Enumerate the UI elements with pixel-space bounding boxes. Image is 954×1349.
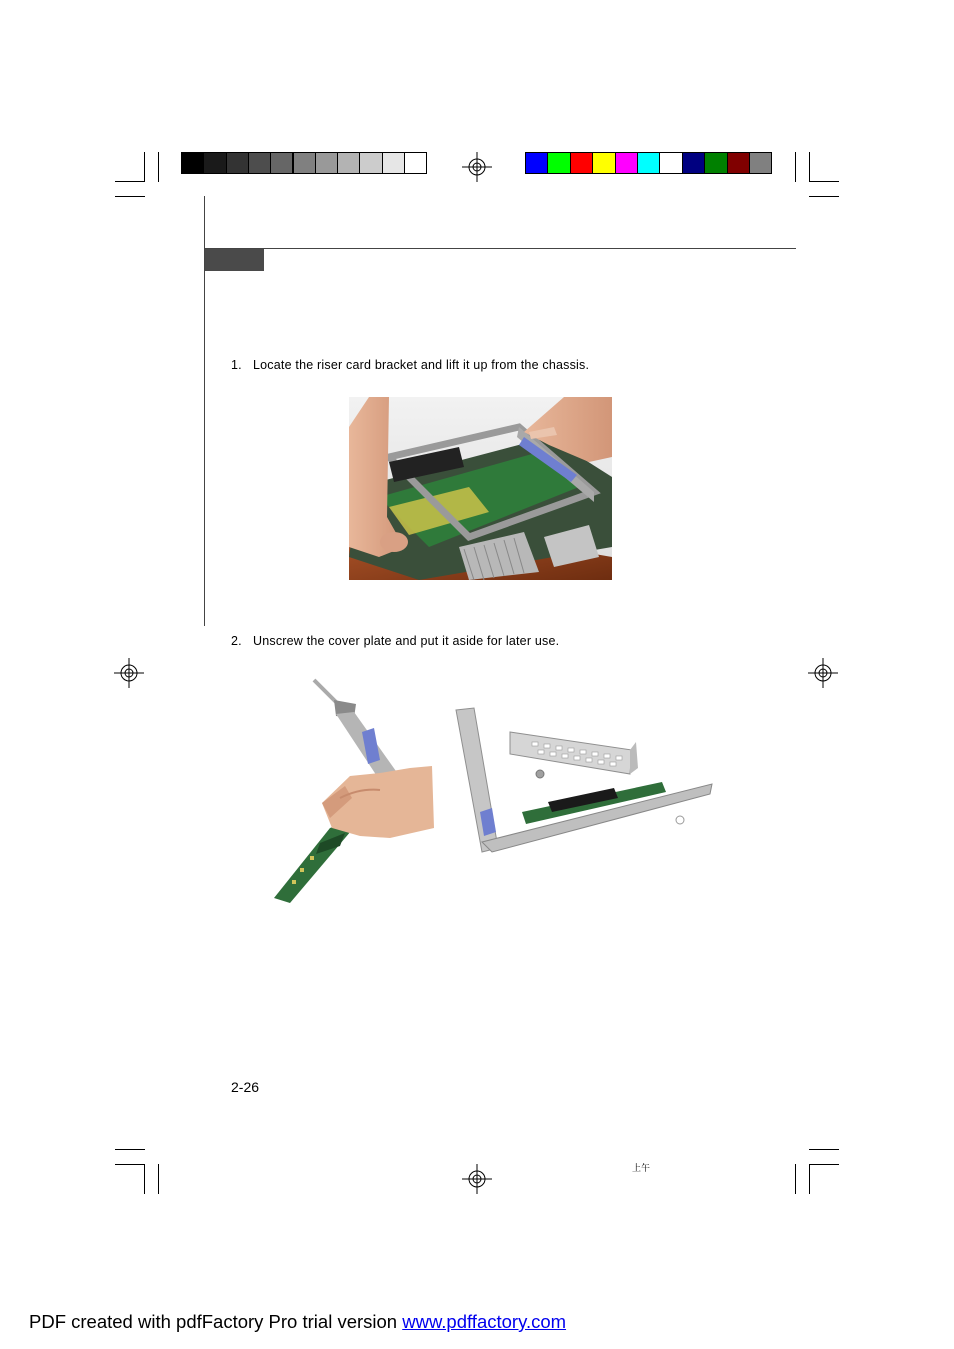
crop-mark (809, 181, 839, 182)
page-number: 2-26 (231, 1079, 260, 1095)
calibration-swatch (659, 152, 682, 174)
calibration-swatch (749, 152, 772, 174)
step-text: Unscrew the cover plate and put it aside for later use. (253, 634, 560, 648)
calibration-swatch (592, 152, 615, 174)
registration-mark-icon (462, 1164, 492, 1194)
step-number: 1. (231, 358, 242, 372)
calibration-swatch (704, 152, 727, 174)
calibration-swatch (570, 152, 593, 174)
calibration-swatch (315, 152, 338, 174)
section-tab (205, 249, 264, 271)
crop-mark (115, 196, 145, 197)
calibration-swatch (637, 152, 660, 174)
crop-mark (115, 181, 145, 182)
registration-mark-icon (114, 658, 144, 688)
crop-mark (115, 1149, 145, 1150)
crop-mark (809, 1164, 810, 1194)
pdffactory-link[interactable]: www.pdffactory.com (402, 1311, 567, 1332)
calibration-swatch (203, 152, 226, 174)
crop-mark (144, 152, 145, 182)
step-2 (231, 634, 559, 648)
unscrew-cover-plate-photo (270, 678, 434, 910)
crop-mark (809, 196, 839, 197)
calibration-swatch (525, 152, 548, 174)
crop-mark (795, 1164, 796, 1194)
calibration-swatch (181, 152, 204, 174)
crop-mark (144, 1164, 145, 1194)
calibration-swatch (248, 152, 271, 174)
calibration-swatch (359, 152, 382, 174)
calibration-swatch (337, 152, 360, 174)
registration-mark-icon (808, 658, 838, 688)
calibration-swatch (727, 152, 750, 174)
calibration-swatch (682, 152, 705, 174)
header-rule (204, 248, 796, 249)
crop-mark (795, 152, 796, 182)
crop-mark (809, 1164, 839, 1165)
crop-mark (809, 152, 810, 182)
cjk-time-mark: 上午 (632, 1164, 651, 1174)
calibration-swatch (293, 152, 316, 174)
calibration-swatch (404, 152, 427, 174)
calibration-swatch (615, 152, 638, 174)
calibration-swatch (382, 152, 405, 174)
calibration-swatch (547, 152, 570, 174)
crop-mark (158, 152, 159, 182)
riser-bracket-lift-photo (349, 397, 612, 580)
step-number: 2. (231, 634, 242, 648)
footer-text: PDF created with pdfFactory Pro trial version (29, 1311, 403, 1332)
registration-mark-icon (462, 152, 492, 182)
crop-mark (115, 1164, 145, 1165)
crop-mark (158, 1164, 159, 1194)
pdf-footer (29, 1311, 566, 1333)
calibration-swatch (226, 152, 249, 174)
step-text: Locate the riser card bracket and lift it up from the chassis. (253, 358, 590, 372)
crop-mark (809, 1149, 839, 1150)
bracket-and-cover-plate-photo (452, 702, 714, 858)
step-1 (231, 358, 589, 372)
calibration-swatch (270, 152, 293, 174)
